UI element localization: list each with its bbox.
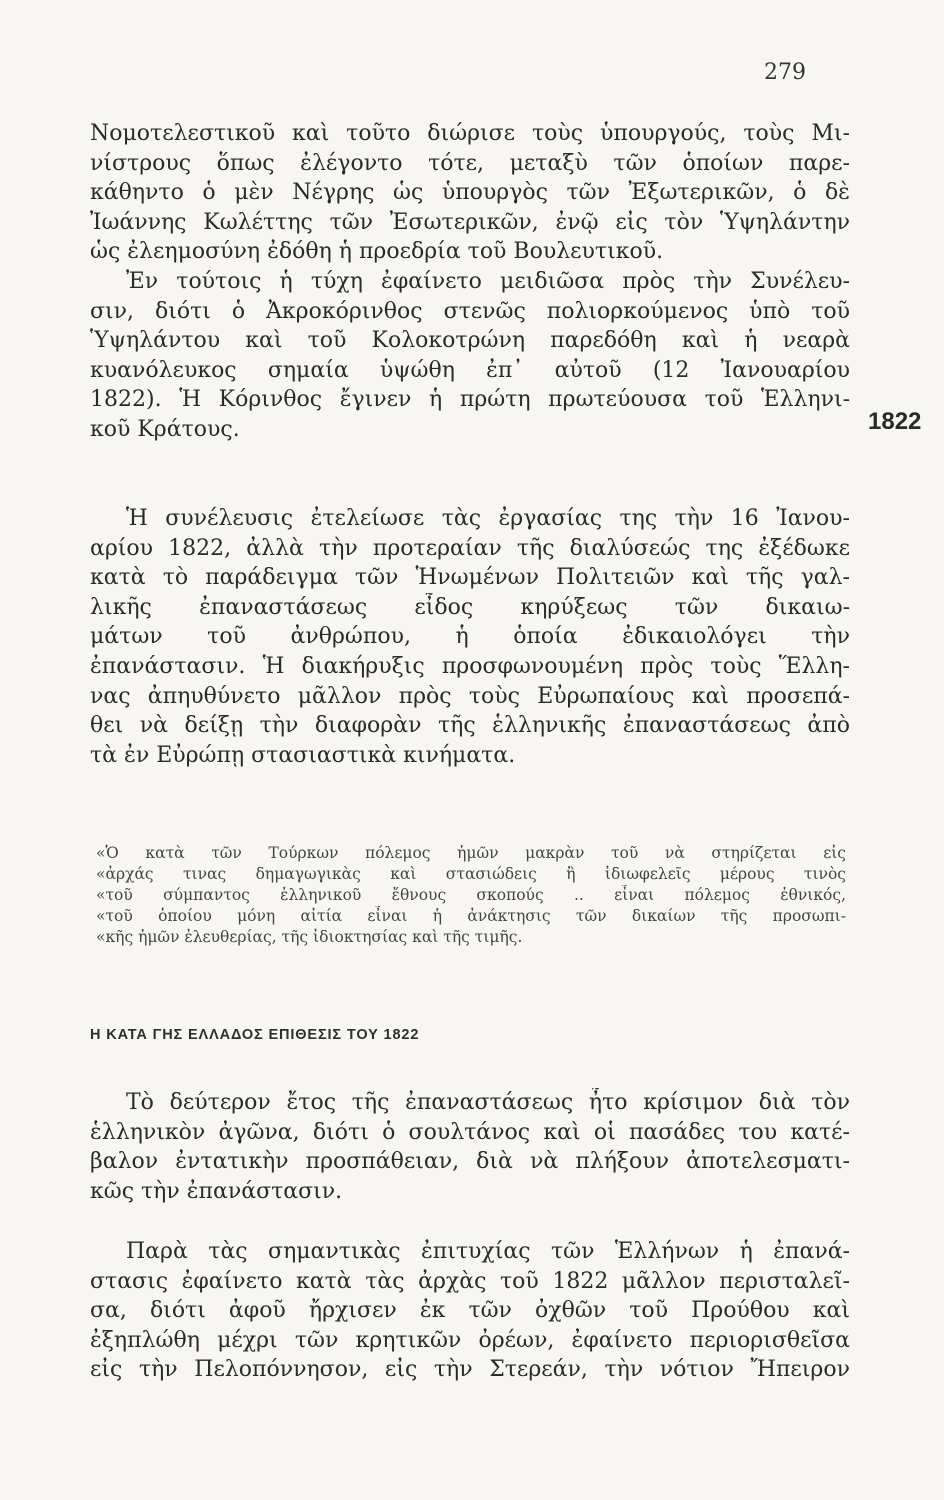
text-line: 1822). Ἡ Κόρινθος ἔγινεν ἡ πρώτη πρωτεύουσα τοῦ Ἑλληνι- xyxy=(90,387,850,413)
paragraph-1 xyxy=(90,119,850,445)
text-line: κῶς τὴν ἐπανάστασιν. xyxy=(90,1178,343,1204)
text-line: Ὑψηλάντου καὶ τοῦ Κολοκοτρώνη παρεδόθη καὶ ἡ νεαρὰ xyxy=(90,328,850,354)
text-line: λικῆς ἐπαναστάσεως εἶδος κηρύξεως τῶν δικαιω- xyxy=(90,594,850,620)
quotation-block xyxy=(96,843,846,948)
quote-line: «ἀρχάς τινας δημαγωγικὰς καὶ στασιώδεις ἢ ἰδιωφελεῖς μέρους τινὸς xyxy=(96,865,846,883)
margin-year-note: 1822 xyxy=(868,408,922,435)
text-line: κυανόλευκος σημαία ὑψώθη ἐπ᾽ αὐτοῦ (12 Ἰανουαρίου xyxy=(90,357,850,383)
paragraph-3 xyxy=(90,1088,850,1206)
text-line: ἐπανάστασιν. Ἡ διακήρυξις προσφωνουμένη πρὸς τοὺς Ἕλλη- xyxy=(90,653,850,679)
text-line: αρίου 1822, ἀλλὰ τὴν προτεραίαν τῆς διαλύσεώς της ἐξέδωκε xyxy=(90,535,850,561)
text-line: κατὰ τὸ παράδειγμα τῶν Ἡνωμένων Πολιτειῶν καὶ τῆς γαλ- xyxy=(90,565,850,591)
quote-line: «Ὁ κατὰ τῶν Τούρκων πόλεμος ἡμῶν μακρὰν τοῦ νὰ στηρίζεται εἰς xyxy=(96,844,846,862)
text-line: Ἐν τούτοις ἡ τύχη ἐφαίνετο μειδιῶσα πρὸς τὴν Συνέλευ- xyxy=(126,268,850,294)
text-line: κοῦ Κράτους. xyxy=(90,416,240,442)
text-line: μάτων τοῦ ἀνθρώπου, ἡ ὁποία ἐδικαιολόγει τὴν xyxy=(90,624,850,650)
text-line: Παρὰ τὰς σημαντικὰς ἐπιτυχίας τῶν Ἑλλήνων ἡ ἐπανά- xyxy=(126,1239,850,1264)
quote-line: «τοῦ σύμπαντος ἑλληνικοῦ ἔθνους σκοπούς .. εἶναι πόλεμος ἐθνικός, xyxy=(96,886,846,904)
paragraph-4 xyxy=(90,1237,850,1385)
text-line: ἐξηπλώθη μέχρι τῶν κρητικῶν ὀρέων, ἐφαίνετο περιορισθεῖσα xyxy=(90,1327,850,1353)
text-line: Τὸ δεύτερον ἔτος τῆς ἐπαναστάσεως ἦτο κρίσιμον διὰ τὸν xyxy=(126,1090,850,1115)
text-line: νίστρους ὅπως ἐλέγοντο τότε, μεταξὺ τῶν ὁποίων παρε- xyxy=(90,150,850,176)
text-line: νας ἀπηυθύνετο μᾶλλον πρὸς τοὺς Εὐρωπαίους καὶ προσεπά- xyxy=(90,683,850,709)
text-line: ἑλληνικὸν ἀγῶνα, διότι ὁ σουλτάνος καὶ οἱ πασάδες του κατέ- xyxy=(90,1119,850,1145)
quote-line: «τοῦ ὁποίου μόνη αἰτία εἶναι ἡ ἀνάκτησις τῶν δικαίων τῆς προσωπι- xyxy=(96,907,846,925)
text-line: Νομοτελεστικοῦ καὶ τοῦτο διώρισε τοὺς ὑπουργούς, τοὺς Μι- xyxy=(90,121,850,146)
text-line: Ἰωάννης Κωλέττης τῶν Ἐσωτερικῶν, ἐνῷ εἰς τὸν Ὑψηλάντην xyxy=(90,209,850,235)
text-line: σα, διότι ἀφοῦ ἤρχισεν ἐκ τῶν ὀχθῶν τοῦ Προύθου καὶ xyxy=(90,1298,850,1324)
paragraph-2 xyxy=(90,504,850,770)
section-heading: Η ΚΑΤΑ ΓΗΣ ΕΛΛΑΔΟΣ ΕΠΙΘΕΣΙΣ ΤΟΥ 1822 xyxy=(90,1027,420,1043)
text-line: θει νὰ δείξῃ τὴν διαφορὰν τῆς ἑλληνικῆς ἐπαναστάσεως ἀπὸ xyxy=(90,713,850,739)
text-line: κάθηντο ὁ μὲν Νέγρης ὡς ὑπουργὸς τῶν Ἐξωτερικῶν, ὁ δὲ xyxy=(90,180,850,206)
page-number: 279 xyxy=(764,60,806,85)
text-line: τὰ ἐν Εὐρώπῃ στασιαστικὰ κινήματα. xyxy=(90,742,516,768)
quote-line: «κῆς ἡμῶν ἐλευθερίας, τῆς ἰδιοκτησίας καὶ τῆς τιμῆς. xyxy=(96,928,523,946)
text-line: σιν, διότι ὁ Ἀκροκόρινθος στενῶς πολιορκούμενος ὑπὸ τοῦ xyxy=(90,298,850,324)
text-line: εἰς τὴν Πελοπόννησον, εἰς τὴν Στερεάν, τὴν νότιον Ἤπειρον xyxy=(90,1357,850,1383)
text-line: ὡς ἐλεημοσύνη ἐδόθη ἡ προεδρία τοῦ Βουλευτικοῦ. xyxy=(90,239,664,265)
text-line: Ἡ συνέλευσις ἐτελείωσε τὰς ἐργασίας της τὴν 16 Ἰανου- xyxy=(126,506,850,531)
text-line: βαλον ἐντατικὴν προσπάθειαν, διὰ νὰ πλήξουν ἀποτελεσματι- xyxy=(90,1149,850,1175)
text-line: στασις ἐφαίνετο κατὰ τὰς ἀρχὰς τοῦ 1822 μᾶλλον περισταλεῖ- xyxy=(90,1268,850,1294)
